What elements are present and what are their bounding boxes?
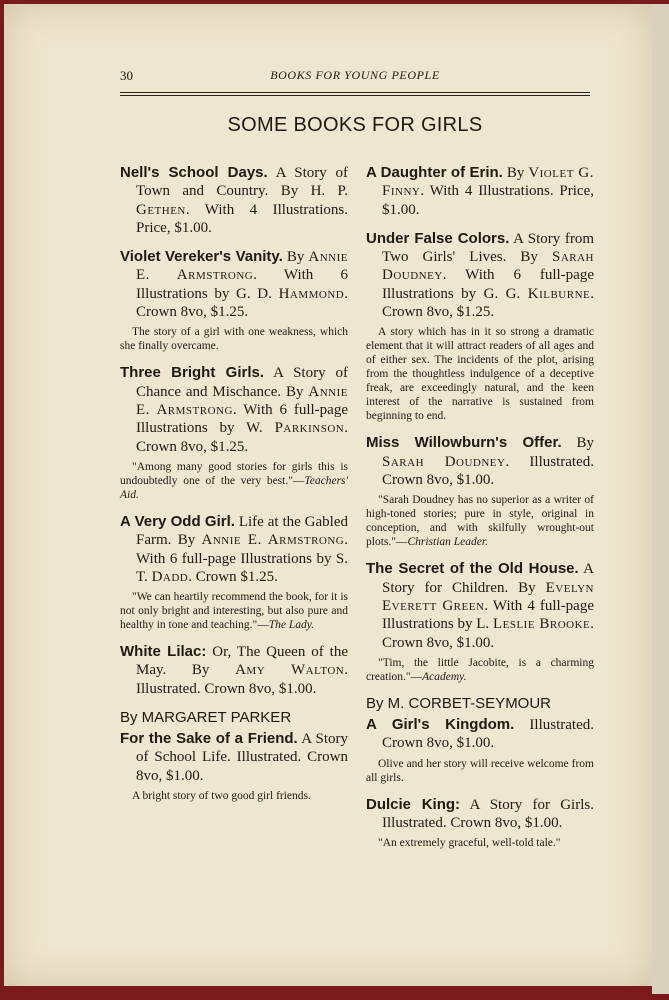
- book-page: [4, 4, 652, 986]
- entry-text: A Girl's Kingdom. Illustrated. Crown 8vo, $1.00.: [366, 715, 594, 752]
- book-entry-violet-verekers-vanity: [120, 248, 348, 353]
- book-entry-miss-willowburns-offer: [366, 434, 594, 549]
- author-name: Annie E. Armstrong: [136, 383, 348, 418]
- book-title: A Girl's Kingdom.: [366, 715, 515, 733]
- author-name: Gethen: [136, 201, 186, 218]
- book-title: Under False Colors.: [366, 229, 510, 247]
- entry-note: A story which has in it so strong a dramatic element that it will attract readers of all ages and of either sex. The incidents of the plot, arising from the thoughtless indulgence of a deceptive freak, are exceedingly natural, and the keen interest of the narrative is sustained from beginning to end.: [366, 326, 594, 423]
- illustrator-name: Kilburne: [527, 285, 591, 302]
- illustrator-name: Hammond: [278, 285, 345, 302]
- book-entry-dulcie-king: [366, 796, 594, 851]
- author-section-corbet-seymour: [366, 695, 594, 785]
- entry-text: Violet Vereker's Vanity. By Annie E. Armstrong. With 6 Illustrations by G. D. Hammond. Crown 8vo, $1.25.: [120, 248, 348, 321]
- entry-note: "We can heartily recommend the book, for it is not only bright and interesting, but also pure and healthy in tone and teaching."—The Lady.: [120, 591, 348, 632]
- entry-text: Nell's School Days. A Story of Town and Country. By H. P. Gethen. With 4 Illustrations. Price, $1.00.: [120, 164, 348, 236]
- illustrator-name: Parkinson: [274, 420, 345, 437]
- illustrator-name: Leslie Brooke: [492, 616, 591, 633]
- book-title: The Secret of the Old House.: [366, 560, 579, 578]
- page-title: SOME BOOKS FOR GIRLS: [227, 114, 483, 136]
- header-rule-double: [120, 95, 590, 96]
- review-source: Christian Leader.: [407, 536, 488, 549]
- entry-text: Under False Colors. A Story from Two Girls' Lives. By Sarah Doudney. With 6 full-page Illustrations by G. G. Kilburne. Crown 8vo, $1.25.: [366, 229, 595, 321]
- entry-text: For the Sake of a Friend. A Story of School Life. Illustrated. Crown 8vo, $1.00.: [120, 730, 348, 784]
- entry-text: The Secret of the Old House. A Story for Children. By Evelyn Everett Green. With 4 full-page Illustrations by L. Leslie Brooke. Crown 8vo, $1.00.: [366, 560, 594, 651]
- book-entry-a-daughter-of-erin: [366, 164, 594, 219]
- entry-text: Three Bright Girls. A Story of Chance and Mischance. By Annie E. Armstrong. With 6 full-page Illustrations by W. Parkinson. Crown 8vo, $1.25.: [120, 364, 348, 455]
- page-edge: [652, 4, 669, 994]
- book-title: Violet Vereker's Vanity.: [120, 248, 283, 266]
- entry-text: A Very Odd Girl. Life at the Gabled Farm. By Annie E. Armstrong. With 6 full-page Illustrations by S. T. Dadd. Crown $1.25.: [120, 512, 348, 585]
- illustrator-name: Dadd: [151, 568, 189, 585]
- book-entry-under-false-colors: [366, 230, 594, 424]
- book-title: For the Sake of a Friend.: [120, 730, 298, 748]
- running-header: [120, 68, 590, 88]
- review-source: Academy.: [422, 670, 467, 683]
- page-number: 30: [120, 68, 133, 83]
- book-entry-white-lilac: [120, 643, 348, 698]
- entry-text: Miss Willowburn's Offer. By Sarah Doudney. Illustrated. Crown 8vo, $1.00.: [366, 434, 594, 489]
- entry-text: A Daughter of Erin. By Violet G. Finny. With 4 Illustrations. Price, $1.00.: [366, 164, 594, 218]
- running-title: BOOKS FOR YOUNG PEOPLE: [270, 68, 440, 82]
- author-name: Annie E. Armstrong: [201, 532, 345, 549]
- book-entry-three-bright-girls: [120, 364, 348, 502]
- header-rule: [120, 92, 590, 93]
- author-byline: By M. CORBET-SEYMOUR: [366, 694, 552, 712]
- author-byline: By MARGARET PARKER: [120, 709, 292, 727]
- review-source: The Lady.: [268, 619, 315, 632]
- entry-note: "Tim, the little Jacobite, is a charming creation."—Academy.: [366, 656, 594, 683]
- author-name: Evelyn Everett Green: [382, 579, 594, 615]
- entry-text: Dulcie King: A Story for Girls. Illustrated. Crown 8vo, $1.00.: [366, 795, 594, 831]
- entry-text: White Lilac: Or, The Queen of the May. By Amy Walton. Illustrated. Crown 8vo, $1.00.: [120, 643, 349, 697]
- book-title: A Very Odd Girl.: [120, 512, 235, 530]
- author-name: Sarah Doudney: [382, 249, 594, 284]
- book-title: Nell's School Days.: [120, 164, 268, 181]
- author-name: Annie E. Armstrong: [136, 249, 348, 284]
- author-name: Sarah Doudney: [382, 453, 506, 470]
- entry-note: "Among many good stories for girls this is undoubtedly one of the very best."—Teachers' Aid.: [120, 460, 348, 501]
- author-section-margaret-parker: [120, 709, 348, 803]
- author-name: Amy Walton: [235, 662, 345, 679]
- book-title: Dulcie King:: [366, 795, 461, 813]
- book-title: Three Bright Girls.: [120, 364, 265, 382]
- entry-note: A bright story of two good girl friends.: [132, 789, 311, 802]
- right-column: [366, 164, 594, 861]
- book-title: White Lilac:: [120, 643, 207, 661]
- book-entry-nells-school-days: [120, 164, 348, 237]
- left-column: [120, 164, 348, 814]
- book-title: A Daughter of Erin.: [366, 164, 503, 181]
- book-entry-a-very-odd-girl: [120, 513, 348, 632]
- entry-note: The story of a girl with one weakness, which she finally overcame.: [120, 326, 348, 353]
- book-entry-secret-of-the-old-house: [366, 560, 594, 684]
- book-title: Miss Willowburn's Offer.: [366, 434, 562, 452]
- author-name: Violet G. Finny: [382, 165, 594, 200]
- review-source: Teachers' Aid.: [120, 474, 348, 501]
- entry-note: "Sarah Doudney has no superior as a writer of high-toned stories; pure in style, original in conception, and with skilfully wrought-out plots."—Christian Leader.: [366, 494, 594, 549]
- entry-note: Olive and her story will receive welcome from all girls.: [366, 757, 594, 784]
- entry-note: "An extremely graceful, well-told tale.": [378, 837, 561, 850]
